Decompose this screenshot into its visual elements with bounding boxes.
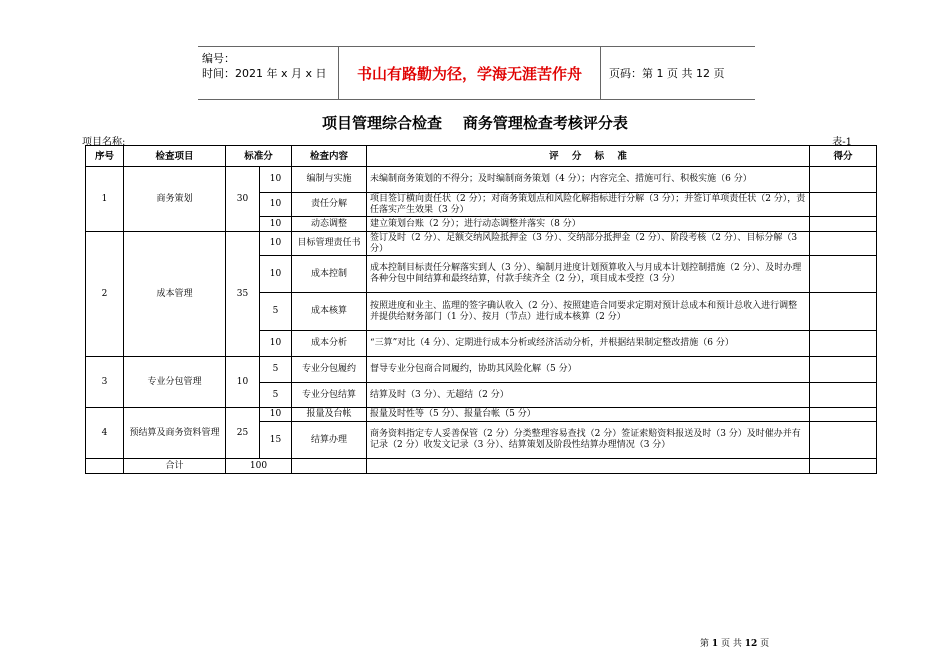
row-criteria: “三算”对比（4 分）、定期进行成本分析或经济活动分析，并根据结果制定整改措施（6 分） xyxy=(367,331,810,357)
row-content: 编制与实施 xyxy=(292,167,367,193)
row-score: 10 xyxy=(226,357,260,408)
row-got[interactable] xyxy=(810,217,877,232)
row-content: 目标管理责任书 xyxy=(292,232,367,256)
col-standard-score: 标准分 xyxy=(226,146,292,167)
row-points: 10 xyxy=(260,193,292,217)
col-no: 序号 xyxy=(86,146,124,167)
row-got[interactable] xyxy=(810,193,877,217)
table-row xyxy=(86,167,877,193)
row-criteria: 报量及时性等（5 分）、报量台帐（5 分） xyxy=(367,408,810,422)
row-score: 35 xyxy=(226,232,260,357)
row-criteria: 结算及时（3 分）、无超结（2 分） xyxy=(367,383,810,408)
row-criteria: 督导专业分包商合同履约，协助其风险化解（5 分） xyxy=(367,357,810,383)
row-no: 1 xyxy=(86,167,124,232)
row-got[interactable] xyxy=(810,408,877,422)
row-criteria: 未编制商务策划的不得分；及时编制商务策划（4 分）；内容完全、措施可行、积极实施（6 分） xyxy=(367,167,810,193)
col-criteria: 评 分 标 准 xyxy=(367,146,810,167)
row-criteria: 建立策划台账（2 分）；进行动态调整并落实（8 分） xyxy=(367,217,810,232)
row-points: 15 xyxy=(260,422,292,459)
page-footer: 第 1 页 共 12 页 xyxy=(700,639,770,649)
row-got[interactable] xyxy=(810,232,877,256)
row-points: 10 xyxy=(260,217,292,232)
project-name-label: 项目名称: xyxy=(82,137,126,148)
row-content: 专业分包履约 xyxy=(292,357,367,383)
row-points: 10 xyxy=(260,408,292,422)
row-points: 10 xyxy=(260,167,292,193)
row-criteria: 项目签订横向责任状（2 分）；对商务策划点和风险化解指标进行分解（3 分）；并签订单项责任状（2 分），责任落实产生效果（3 分） xyxy=(367,193,810,217)
motto: 书山有路勤为径，学海无涯苦作舟 xyxy=(338,47,601,99)
document-title: 项目管理综合检查 商务管理检查考核评分表 xyxy=(322,114,628,132)
col-item: 检查项目 xyxy=(124,146,226,167)
row-got[interactable] xyxy=(810,422,877,459)
page-indicator: 页码：第 1 页 共 12 页 xyxy=(609,67,725,80)
col-content: 检查内容 xyxy=(292,146,367,167)
row-content: 成本分析 xyxy=(292,331,367,357)
row-points: 5 xyxy=(260,357,292,383)
total-blank xyxy=(86,459,124,474)
row-points: 5 xyxy=(260,293,292,331)
row-criteria: 按照进度和业主、监理的签字确认收入（2 分）、按照建造合同要求定期对预计总成本和预计总收入进行调整并提供给财务部门（1 分）、按月（节点）进行成本核算（2 分） xyxy=(367,293,810,331)
total-blank xyxy=(292,459,367,474)
row-content: 动态调整 xyxy=(292,217,367,232)
total-got[interactable] xyxy=(810,459,877,474)
total-blank xyxy=(367,459,810,474)
row-points: 10 xyxy=(260,331,292,357)
row-item: 成本管理 xyxy=(124,232,226,357)
score-table xyxy=(85,145,877,474)
row-got[interactable] xyxy=(810,331,877,357)
total-row xyxy=(86,459,877,474)
row-points: 5 xyxy=(260,383,292,408)
row-got[interactable] xyxy=(810,256,877,293)
date-line: 时间：2021 年 x 月 x 日 xyxy=(202,67,327,80)
row-content: 专业分包结算 xyxy=(292,383,367,408)
header-left xyxy=(198,47,338,99)
row-criteria: 签订及时（2 分）、足额交纳风险抵押金（3 分）、交纳部分抵押金（2 分）、阶段考核（2 分）、目标分解（3 分） xyxy=(367,232,810,256)
total-score: 100 xyxy=(226,459,292,474)
row-score: 30 xyxy=(226,167,260,232)
row-content: 成本控制 xyxy=(292,256,367,293)
table-header-row xyxy=(86,146,877,167)
table-row xyxy=(86,232,877,256)
row-points: 10 xyxy=(260,256,292,293)
table-row xyxy=(86,357,877,383)
total-label: 合计 xyxy=(124,459,226,474)
row-no: 3 xyxy=(86,357,124,408)
row-got[interactable] xyxy=(810,167,877,193)
row-item: 商务策划 xyxy=(124,167,226,232)
page-header xyxy=(198,46,755,100)
row-got[interactable] xyxy=(810,357,877,383)
table-row xyxy=(86,408,877,422)
row-content: 成本核算 xyxy=(292,293,367,331)
row-got[interactable] xyxy=(810,383,877,408)
row-criteria: 成本控制目标责任分解落实到人（3 分）、编制月进度计划预算收入与月成本计划控制措施（2 分）、及时办理各种分包中间结算和最终结算，付款手续齐全（2 分），项目成本受控（3 分） xyxy=(367,256,810,293)
row-criteria: 商务资料指定专人妥善保管（2 分）分类整理容易查找（2 分）签证索赔资料报送及时（3 分）及时催办并有记录（2 分）收发文记录（3 分）、结算策划及阶段性结算办理情况（3 分） xyxy=(367,422,810,459)
row-no: 4 xyxy=(86,408,124,459)
table-number: 表-1 xyxy=(832,137,852,148)
row-content: 报量及台帐 xyxy=(292,408,367,422)
row-item: 预结算及商务资料管理 xyxy=(124,408,226,459)
row-got[interactable] xyxy=(810,293,877,331)
row-content: 责任分解 xyxy=(292,193,367,217)
serial-number: 编号： xyxy=(202,52,235,65)
row-score: 25 xyxy=(226,408,260,459)
row-item: 专业分包管理 xyxy=(124,357,226,408)
row-no: 2 xyxy=(86,232,124,357)
col-got: 得分 xyxy=(810,146,877,167)
row-content: 结算办理 xyxy=(292,422,367,459)
row-points: 10 xyxy=(260,232,292,256)
